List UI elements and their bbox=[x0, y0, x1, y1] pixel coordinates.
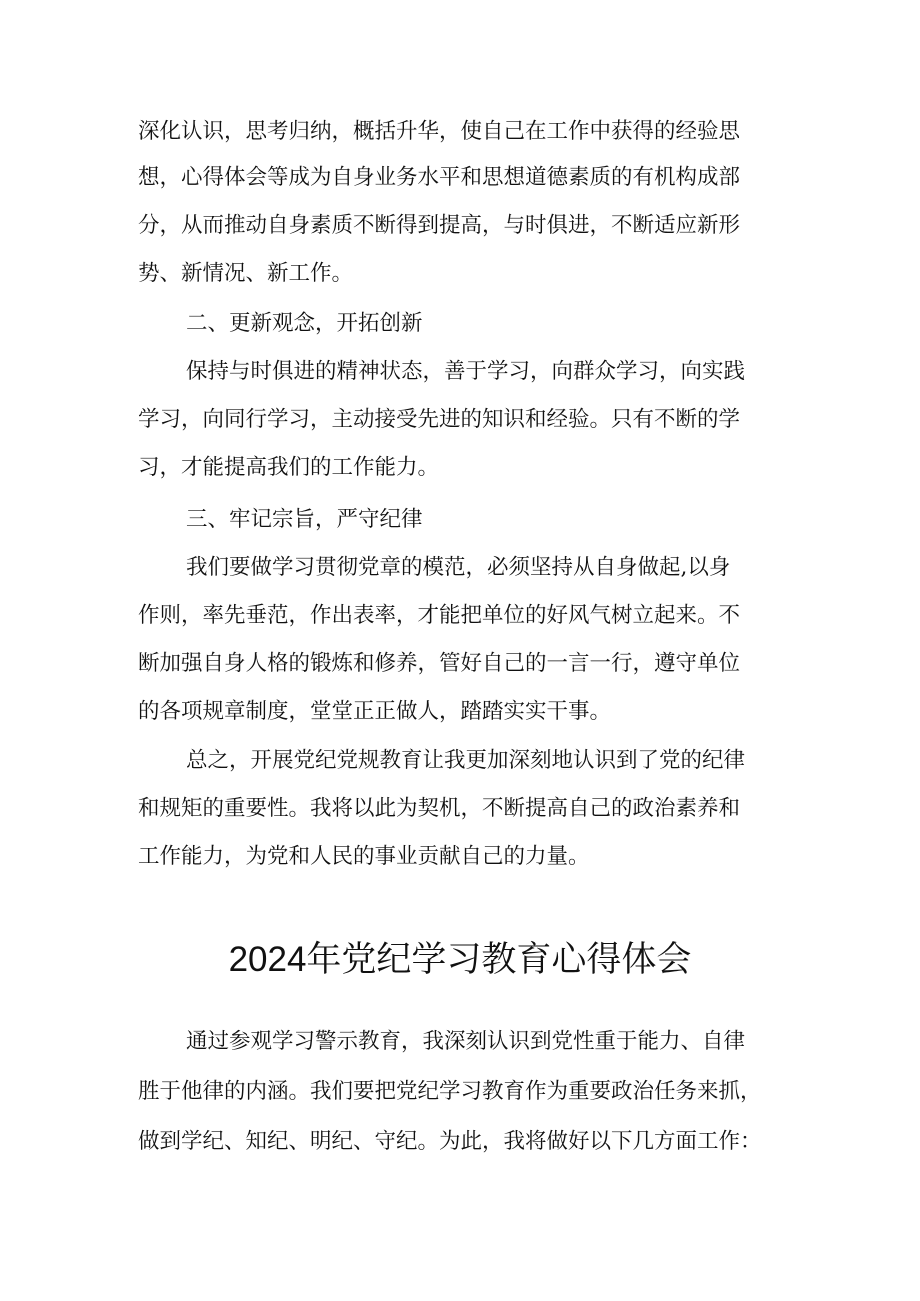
section-heading: 二、更新观念，开拓创新 bbox=[186, 311, 423, 336]
paragraph-line: 胜于他律的内涵。我们要把党纪学习教育作为重要政治任务来抓， bbox=[138, 1079, 762, 1104]
paragraph-line: 通过参观学习警示教育，我深刻认识到党性重于能力、自律 bbox=[186, 1029, 746, 1054]
paragraph-line: 的各项规章制度，堂堂正正做人，踏踏实实干事。 bbox=[138, 699, 612, 724]
paragraph-line: 总之，开展党纪党规教育让我更加深刻地认识到了党的纪律 bbox=[186, 748, 746, 773]
document-title: 2024年党纪学习教育心得体会 bbox=[228, 940, 692, 979]
paragraph-line: 工作能力，为党和人民的事业贡献自己的力量。 bbox=[138, 844, 590, 869]
paragraph-line: 做到学纪、知纪、明纪、守纪。为此，我将做好以下几方面工作： bbox=[138, 1129, 762, 1154]
paragraph-line: 和规矩的重要性。我将以此为契机，不断提高自己的政治素养和 bbox=[138, 796, 741, 821]
paragraph-line: 深化认识，思考归纳，概括升华，使自己在工作中获得的经验思 bbox=[138, 119, 741, 144]
paragraph-line: 习，才能提高我们的工作能力。 bbox=[138, 455, 440, 480]
paragraph-line: 学习，向同行学习，主动接受先进的知识和经验。只有不断的学 bbox=[138, 407, 741, 432]
paragraph-line: 分，从而推动自身素质不断得到提高，与时俱进，不断适应新形 bbox=[138, 213, 741, 238]
paragraph-line: 势、新情况、新工作。 bbox=[138, 261, 354, 286]
section-heading: 三、牢记宗旨，严守纪律 bbox=[186, 507, 423, 532]
paragraph-line: 断加强自身人格的锻炼和修养，管好自己的一言一行，遵守单位 bbox=[138, 651, 741, 676]
paragraph-line: 保持与时俱进的精神状态，善于学习，向群众学习，向实践 bbox=[186, 359, 746, 384]
paragraph-line: 我们要做学习贯彻党章的模范，必须坚持从自身做起,以身 bbox=[186, 555, 731, 580]
paragraph-line: 想，心得体会等成为自身业务水平和思想道德素质的有机构成部 bbox=[138, 165, 741, 190]
paragraph-line: 作则，率先垂范，作出表率，才能把单位的好风气树立起来。不 bbox=[138, 603, 741, 628]
